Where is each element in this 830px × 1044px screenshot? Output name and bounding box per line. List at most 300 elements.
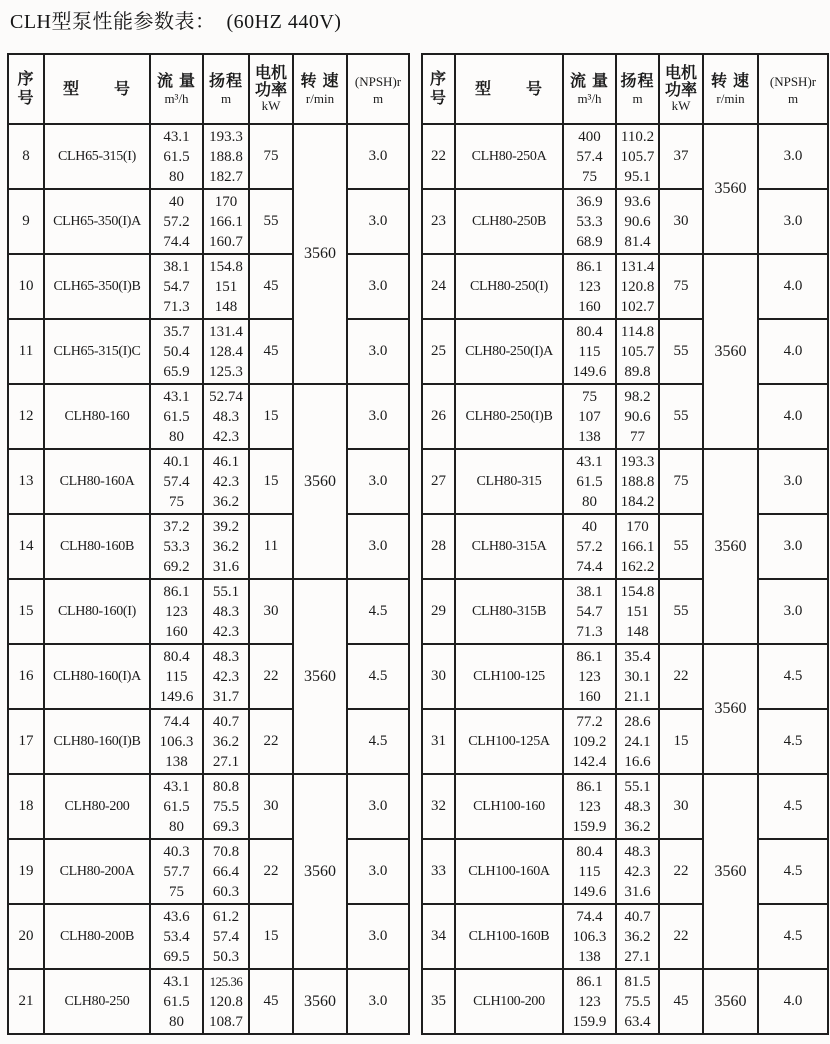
seq-header: 序 号: [8, 54, 44, 124]
table-row: [422, 839, 828, 904]
value-line: 27.1: [624, 948, 651, 965]
head-cell: [203, 189, 249, 254]
head-cell: [616, 774, 659, 839]
value-line: 36.2: [624, 818, 651, 835]
value-line: 151: [214, 278, 238, 295]
value-line: 80.8: [212, 778, 240, 795]
head-cell: [616, 189, 659, 254]
seq-cell: 11: [8, 319, 44, 384]
value-line: 115: [578, 343, 601, 360]
value-line: 123: [578, 278, 601, 295]
table-row: [8, 189, 409, 254]
value-line: 86.1: [576, 648, 603, 665]
seq-cell: 18: [8, 774, 44, 839]
head-cell: [203, 904, 249, 969]
power-cell: 55: [659, 384, 703, 449]
head-cell: [203, 579, 249, 644]
table-row: [8, 449, 409, 514]
table-row: [422, 514, 828, 579]
model-cell: CLH80-315: [455, 449, 563, 514]
power-cell: 75: [249, 124, 293, 189]
model-cell: CLH80-160(I): [44, 579, 150, 644]
seq-cell: 13: [8, 449, 44, 514]
value-line: 43.1: [163, 973, 190, 990]
value-line: 400: [578, 128, 601, 145]
value-line: 108.7: [209, 1013, 243, 1030]
value-line: 40.7: [212, 713, 240, 730]
value-line: 42.3: [212, 473, 240, 490]
seq-cell: 8: [8, 124, 44, 189]
seq-header: 序 号: [422, 54, 455, 124]
npsh-cell: 3.0: [347, 904, 409, 969]
flow-cell: [150, 319, 203, 384]
head-cell: [616, 384, 659, 449]
value-line: 162.2: [620, 558, 655, 575]
power-cell: 15: [249, 384, 293, 449]
value-line: 159.9: [572, 1013, 607, 1030]
head-cell: [203, 254, 249, 319]
value-line: 149.6: [572, 363, 607, 380]
value-line: 66.4: [212, 863, 240, 880]
head-cell: [203, 709, 249, 774]
table-row: [8, 579, 409, 644]
table-row: [422, 384, 828, 449]
power-cell: 15: [249, 449, 293, 514]
value-line: 160.7: [209, 233, 243, 250]
value-line: 75: [169, 883, 184, 900]
speed-cell: 3560: [703, 449, 758, 644]
value-line: 123: [578, 993, 601, 1010]
power-cell: 45: [659, 969, 703, 1034]
value-line: 38.1: [576, 583, 603, 600]
pump-table-right: [421, 53, 829, 1035]
flow-cell: [563, 254, 616, 319]
seq-cell: 9: [8, 189, 44, 254]
model-cell: CLH80-200B: [44, 904, 150, 969]
flow-header: 流 量 m³/h: [150, 54, 203, 124]
seq-cell: 17: [8, 709, 44, 774]
value-line: 21.1: [624, 688, 651, 705]
value-line: 80: [169, 428, 184, 445]
value-line: 63.4: [624, 1013, 651, 1030]
flow-cell: [150, 449, 203, 514]
value-line: 36.9: [576, 193, 603, 210]
value-line: 36.2: [624, 928, 651, 945]
npsh-cell: 3.0: [347, 774, 409, 839]
head-cell: [203, 514, 249, 579]
npsh-header: (NPSH)r m: [758, 54, 828, 124]
model-cell: CLH100-200: [455, 969, 563, 1034]
value-line: 36.2: [212, 733, 240, 750]
value-line: 131.4: [620, 258, 655, 275]
value-line: 61.5: [163, 408, 190, 425]
value-line: 80: [169, 818, 184, 835]
value-line: 107: [578, 408, 601, 425]
npsh-cell: 3.0: [758, 124, 828, 189]
head-cell: [616, 839, 659, 904]
value-line: 48.3: [624, 798, 651, 815]
value-line: 57.4: [163, 473, 190, 490]
power-cell: 75: [659, 449, 703, 514]
value-line: 42.3: [624, 863, 651, 880]
value-line: 46.1: [212, 453, 240, 470]
npsh-cell: 3.0: [347, 449, 409, 514]
value-line: 54.7: [576, 603, 603, 620]
value-line: 115: [165, 668, 188, 685]
model-cell: CLH80-160: [44, 384, 150, 449]
power-cell: 22: [659, 904, 703, 969]
seq-cell: 24: [422, 254, 455, 319]
model-cell: CLH80-160(I)A: [44, 644, 150, 709]
table-row: [8, 904, 409, 969]
seq-cell: 34: [422, 904, 455, 969]
head-cell: [616, 514, 659, 579]
value-line: 160: [165, 623, 188, 640]
value-line: 36.2: [212, 493, 240, 510]
flow-cell: [563, 839, 616, 904]
flow-cell: [563, 319, 616, 384]
head-cell: [616, 709, 659, 774]
power-cell: 22: [659, 839, 703, 904]
flow-cell: [563, 124, 616, 189]
flow-cell: [563, 384, 616, 449]
seq-cell: 19: [8, 839, 44, 904]
npsh-cell: 4.5: [758, 774, 828, 839]
npsh-cell: 3.0: [347, 254, 409, 319]
value-line: 142.4: [572, 753, 607, 770]
table-row: [422, 189, 828, 254]
header-row: [422, 54, 828, 124]
pump-table-left: [7, 53, 410, 1035]
value-line: 123: [578, 668, 601, 685]
speed-cell: 3560: [293, 969, 347, 1034]
value-line: 61.5: [576, 473, 603, 490]
power-cell: 22: [249, 644, 293, 709]
value-line: 93.6: [624, 193, 651, 210]
flow-cell: [563, 904, 616, 969]
value-line: 74.4: [576, 908, 603, 925]
value-line: 80: [169, 168, 184, 185]
npsh-cell: 4.5: [347, 709, 409, 774]
seq-cell: 23: [422, 189, 455, 254]
value-line: 193.3: [209, 128, 243, 145]
flow-cell: [150, 189, 203, 254]
power-header: 电机 功率 kW: [659, 54, 703, 124]
value-line: 30.1: [624, 668, 651, 685]
value-line: 31.6: [212, 558, 240, 575]
table-row: [422, 709, 828, 774]
flow-cell: [150, 904, 203, 969]
value-line: 98.2: [624, 388, 651, 405]
value-line: 89.8: [624, 363, 651, 380]
value-line: 60.3: [212, 883, 240, 900]
flow-cell: [563, 774, 616, 839]
flow-cell: [150, 969, 203, 1034]
value-line: 57.2: [163, 213, 190, 230]
value-line: 43.1: [163, 128, 190, 145]
model-cell: CLH80-250B: [455, 189, 563, 254]
table-row: [422, 254, 828, 319]
value-line: 80.4: [576, 323, 603, 340]
speed-cell: 3560: [293, 579, 347, 774]
value-line: 48.3: [212, 603, 240, 620]
value-line: 184.2: [620, 493, 655, 510]
power-cell: 30: [659, 189, 703, 254]
flow-cell: [150, 384, 203, 449]
table-row: [422, 904, 828, 969]
flow-header: 流 量 m³/h: [563, 54, 616, 124]
value-line: 123: [578, 798, 601, 815]
value-line: 42.3: [212, 668, 240, 685]
power-cell: 55: [249, 189, 293, 254]
npsh-cell: 3.0: [347, 839, 409, 904]
model-cell: CLH80-250(I): [455, 254, 563, 319]
power-cell: 55: [659, 319, 703, 384]
power-cell: 22: [659, 644, 703, 709]
npsh-cell: 4.5: [347, 644, 409, 709]
value-line: 80.4: [163, 648, 190, 665]
model-cell: CLH65-350(I)B: [44, 254, 150, 319]
value-line: 159.9: [572, 818, 607, 835]
value-line: 80: [582, 493, 597, 510]
value-line: 61.5: [163, 993, 190, 1010]
head-cell: [203, 644, 249, 709]
seq-cell: 25: [422, 319, 455, 384]
value-line: 24.1: [624, 733, 651, 750]
power-header: 电机 功率 kW: [249, 54, 293, 124]
value-line: 40: [582, 518, 597, 535]
value-line: 90.6: [624, 213, 651, 230]
npsh-cell: 4.0: [758, 254, 828, 319]
flow-cell: [563, 644, 616, 709]
table-row: [8, 839, 409, 904]
value-line: 125.3: [209, 363, 243, 380]
value-line: 31.7: [212, 688, 240, 705]
flow-cell: [150, 254, 203, 319]
value-line: 81.4: [624, 233, 651, 250]
value-line: 86.1: [576, 258, 603, 275]
table-row: [422, 319, 828, 384]
flow-cell: [563, 514, 616, 579]
flow-cell: [150, 514, 203, 579]
table-row: [8, 644, 409, 709]
npsh-cell: 3.0: [347, 514, 409, 579]
model-cell: CLH80-250(I)B: [455, 384, 563, 449]
table-body-right: [422, 124, 828, 1034]
value-line: 166.1: [209, 213, 243, 230]
flow-cell: [150, 839, 203, 904]
value-line: 86.1: [576, 778, 603, 795]
head-cell: [203, 839, 249, 904]
power-cell: 22: [249, 839, 293, 904]
value-line: 40.7: [624, 908, 651, 925]
value-line: 40: [169, 193, 184, 210]
model-cell: CLH100-160B: [455, 904, 563, 969]
value-line: 166.1: [620, 538, 655, 555]
value-line: 77.2: [576, 713, 603, 730]
value-line: 170: [626, 518, 649, 535]
header-row: [8, 54, 409, 124]
seq-cell: 21: [8, 969, 44, 1034]
value-line: 43.6: [163, 908, 190, 925]
model-cell: CLH80-250: [44, 969, 150, 1034]
model-cell: CLH65-315(I): [44, 124, 150, 189]
flow-cell: [150, 774, 203, 839]
value-line: 57.4: [576, 148, 603, 165]
value-line: 149.6: [572, 883, 607, 900]
head-cell: [203, 449, 249, 514]
table-row: [8, 254, 409, 319]
head-cell: [203, 969, 249, 1034]
head-header: 扬程 m: [203, 54, 249, 124]
npsh-cell: 4.0: [758, 969, 828, 1034]
npsh-header: (NPSH)r m: [347, 54, 409, 124]
value-line: 53.3: [576, 213, 603, 230]
table-row: [422, 969, 828, 1034]
model-cell: CLH80-315B: [455, 579, 563, 644]
npsh-cell: 3.0: [347, 319, 409, 384]
speed-header: 转 速 r/min: [703, 54, 758, 124]
model-cell: CLH100-160A: [455, 839, 563, 904]
power-cell: 30: [659, 774, 703, 839]
value-line: 74.4: [576, 558, 603, 575]
value-line: 28.6: [624, 713, 651, 730]
value-line: 37.2: [163, 518, 190, 535]
table-row: [8, 709, 409, 774]
npsh-cell: 4.5: [347, 579, 409, 644]
value-line: 48.3: [624, 843, 651, 860]
value-line: 77: [630, 428, 645, 445]
value-line: 123: [165, 603, 188, 620]
seq-cell: 28: [422, 514, 455, 579]
tables-container: [7, 53, 829, 1035]
page-title: CLH型泵性能参数表： (60HZ 440V): [10, 11, 342, 33]
head-cell: [203, 124, 249, 189]
speed-cell: 3560: [703, 774, 758, 969]
value-line: 61.5: [163, 148, 190, 165]
value-line: 69.2: [163, 558, 190, 575]
table-header: [8, 54, 409, 124]
model-cell: CLH65-315(I)C: [44, 319, 150, 384]
speed-cell: 3560: [703, 124, 758, 254]
npsh-cell: 4.5: [758, 839, 828, 904]
value-line: 115: [578, 863, 601, 880]
power-cell: 15: [659, 709, 703, 774]
value-line: 81.5: [624, 973, 651, 990]
value-line: 69.3: [212, 818, 240, 835]
table-row: [422, 644, 828, 709]
seq-cell: 31: [422, 709, 455, 774]
speed-header: 转 速 r/min: [293, 54, 347, 124]
model-cell: CLH100-125A: [455, 709, 563, 774]
seq-cell: 14: [8, 514, 44, 579]
value-line: 42.3: [212, 623, 240, 640]
head-header: 扬程 m: [616, 54, 659, 124]
value-line: 170: [214, 193, 238, 210]
value-line: 90.6: [624, 408, 651, 425]
head-cell: [616, 579, 659, 644]
head-cell: [616, 449, 659, 514]
value-line: 54.7: [163, 278, 190, 295]
table-body-left: [8, 124, 409, 1034]
model-cell: CLH80-250A: [455, 124, 563, 189]
power-cell: 45: [249, 969, 293, 1034]
value-line: 43.1: [576, 453, 603, 470]
value-line: 55.1: [624, 778, 651, 795]
value-line: 57.7: [163, 863, 190, 880]
value-line: 80.4: [576, 843, 603, 860]
model-cell: CLH80-200: [44, 774, 150, 839]
value-line: 193.3: [620, 453, 655, 470]
speed-cell: 3560: [703, 254, 758, 449]
value-line: 68.9: [576, 233, 603, 250]
flow-cell: [563, 709, 616, 774]
value-line: 38.1: [163, 258, 190, 275]
value-line: 120.8: [209, 993, 243, 1010]
seq-cell: 16: [8, 644, 44, 709]
power-cell: 22: [249, 709, 293, 774]
model-cell: CLH80-200A: [44, 839, 150, 904]
seq-cell: 15: [8, 579, 44, 644]
model-cell: CLH80-160B: [44, 514, 150, 579]
npsh-cell: 4.5: [758, 709, 828, 774]
table-header: [422, 54, 828, 124]
table-row: [8, 514, 409, 579]
value-line: 106.3: [572, 928, 607, 945]
value-line: 160: [578, 688, 601, 705]
value-line: 138: [578, 948, 601, 965]
value-line: 120.8: [620, 278, 655, 295]
head-cell: [203, 774, 249, 839]
value-line: 52.74: [209, 388, 243, 405]
value-line: 50.3: [212, 948, 240, 965]
value-line: 39.2: [212, 518, 240, 535]
model-cell: CLH80-160A: [44, 449, 150, 514]
flow-cell: [563, 189, 616, 254]
flow-cell: [150, 644, 203, 709]
value-line: 149.6: [159, 688, 194, 705]
value-line: 86.1: [163, 583, 190, 600]
npsh-cell: 3.0: [347, 384, 409, 449]
value-line: 69.5: [163, 948, 190, 965]
power-cell: 75: [659, 254, 703, 319]
value-line: 35.4: [624, 648, 651, 665]
value-line: 53.4: [163, 928, 190, 945]
table-row: [422, 579, 828, 644]
power-cell: 15: [249, 904, 293, 969]
power-cell: 45: [249, 254, 293, 319]
value-line: 106.3: [159, 733, 194, 750]
value-line: 110.2: [620, 128, 655, 145]
seq-cell: 30: [422, 644, 455, 709]
value-line: 138: [165, 753, 188, 770]
value-line: 114.8: [620, 323, 655, 340]
head-cell: [203, 384, 249, 449]
value-line: 182.7: [209, 168, 243, 185]
npsh-cell: 4.0: [758, 384, 828, 449]
flow-cell: [563, 449, 616, 514]
value-line: 40.1: [163, 453, 190, 470]
table-row: [8, 124, 409, 189]
table-row: [422, 774, 828, 839]
value-line: 105.7: [620, 343, 655, 360]
power-cell: 11: [249, 514, 293, 579]
value-line: 53.3: [163, 538, 190, 555]
value-line: 128.4: [209, 343, 243, 360]
value-line: 75: [582, 168, 597, 185]
flow-cell: [563, 969, 616, 1034]
power-cell: 30: [249, 774, 293, 839]
